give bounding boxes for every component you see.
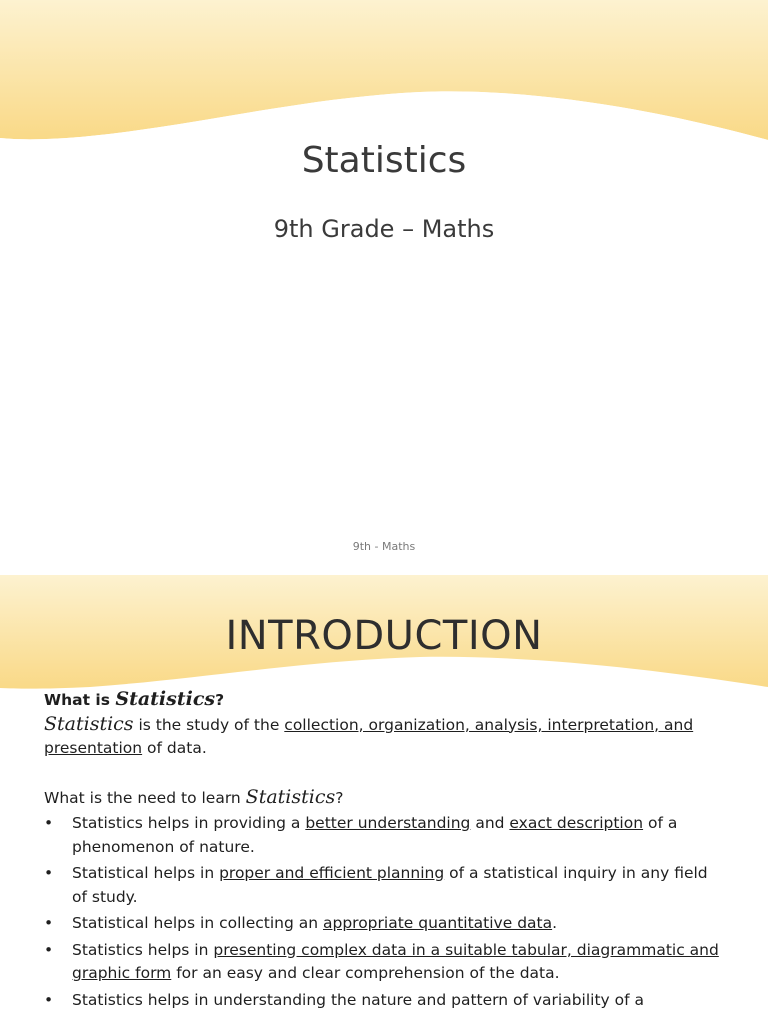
- bullet-underlined: exact description: [509, 814, 644, 832]
- statistics-term: Statistics: [115, 688, 216, 710]
- definition-paragraph: [44, 713, 724, 761]
- bullet-text: Statistics helps in providing a: [72, 814, 306, 832]
- bullet-icon: •: [44, 914, 54, 932]
- bullet-text: of a phenomenon of nature.: [72, 814, 678, 856]
- bullet-underlined: proper and efficient planning: [219, 864, 445, 882]
- slide-body: [44, 688, 724, 1015]
- bullet-text: Statistics helps in understanding the nature and pattern of variability of a: [72, 990, 645, 1009]
- statistics-term: Statistics: [245, 785, 336, 808]
- slide-subtitle: 9th Grade – Maths: [273, 215, 495, 243]
- list-item: [44, 862, 724, 909]
- list-item: [44, 912, 724, 936]
- definition-text: is the study of the: [133, 715, 285, 734]
- question-mark: ?: [335, 788, 344, 807]
- bullet-text: of a statistical inquiry in any field of study.: [72, 864, 708, 906]
- bullet-text: for an easy and clear comprehension of the data.: [171, 964, 560, 982]
- reasons-list: [44, 812, 724, 1012]
- bullet-icon: •: [44, 990, 54, 1009]
- list-item: [44, 989, 724, 1013]
- statistics-term: Statistics: [44, 712, 134, 735]
- question-what-is-statistics: [44, 688, 724, 713]
- header-wave-background: [0, 0, 768, 150]
- introduction-slide: [0, 575, 768, 1024]
- question-text: What is the need to learn: [44, 788, 246, 807]
- bullet-underlined: better understanding: [305, 814, 471, 832]
- bullet-text: Statistical helps in: [72, 864, 220, 882]
- bullet-icon: •: [44, 814, 54, 832]
- list-item: [44, 939, 724, 986]
- question-text: What is: [44, 691, 116, 709]
- bullet-icon: •: [44, 864, 54, 882]
- bullet-text: and: [470, 814, 510, 832]
- slide-separator: [0, 563, 768, 575]
- bullet-text: .: [552, 914, 558, 932]
- slide-footer: 9th - Maths: [352, 540, 416, 553]
- definition-underlined: collection, organization, analysis, interpretation, and presentation: [44, 715, 694, 757]
- definition-text: of data.: [142, 739, 207, 757]
- bullet-underlined: presenting complex data in a suitable tabular, diagrammatic and graphic form: [72, 940, 719, 982]
- bullet-underlined: appropriate quantitative data: [322, 914, 553, 932]
- list-item: [44, 812, 724, 859]
- bullet-icon: •: [44, 940, 54, 959]
- bullet-text: Statistical helps in collecting an: [72, 914, 323, 932]
- bullet-text: Statistics helps in: [72, 940, 214, 959]
- slide-title: Statistics: [301, 140, 467, 181]
- slide-title: INTRODUCTION: [225, 613, 543, 659]
- question-need-to-learn: [44, 786, 724, 811]
- question-mark: ?: [215, 691, 225, 709]
